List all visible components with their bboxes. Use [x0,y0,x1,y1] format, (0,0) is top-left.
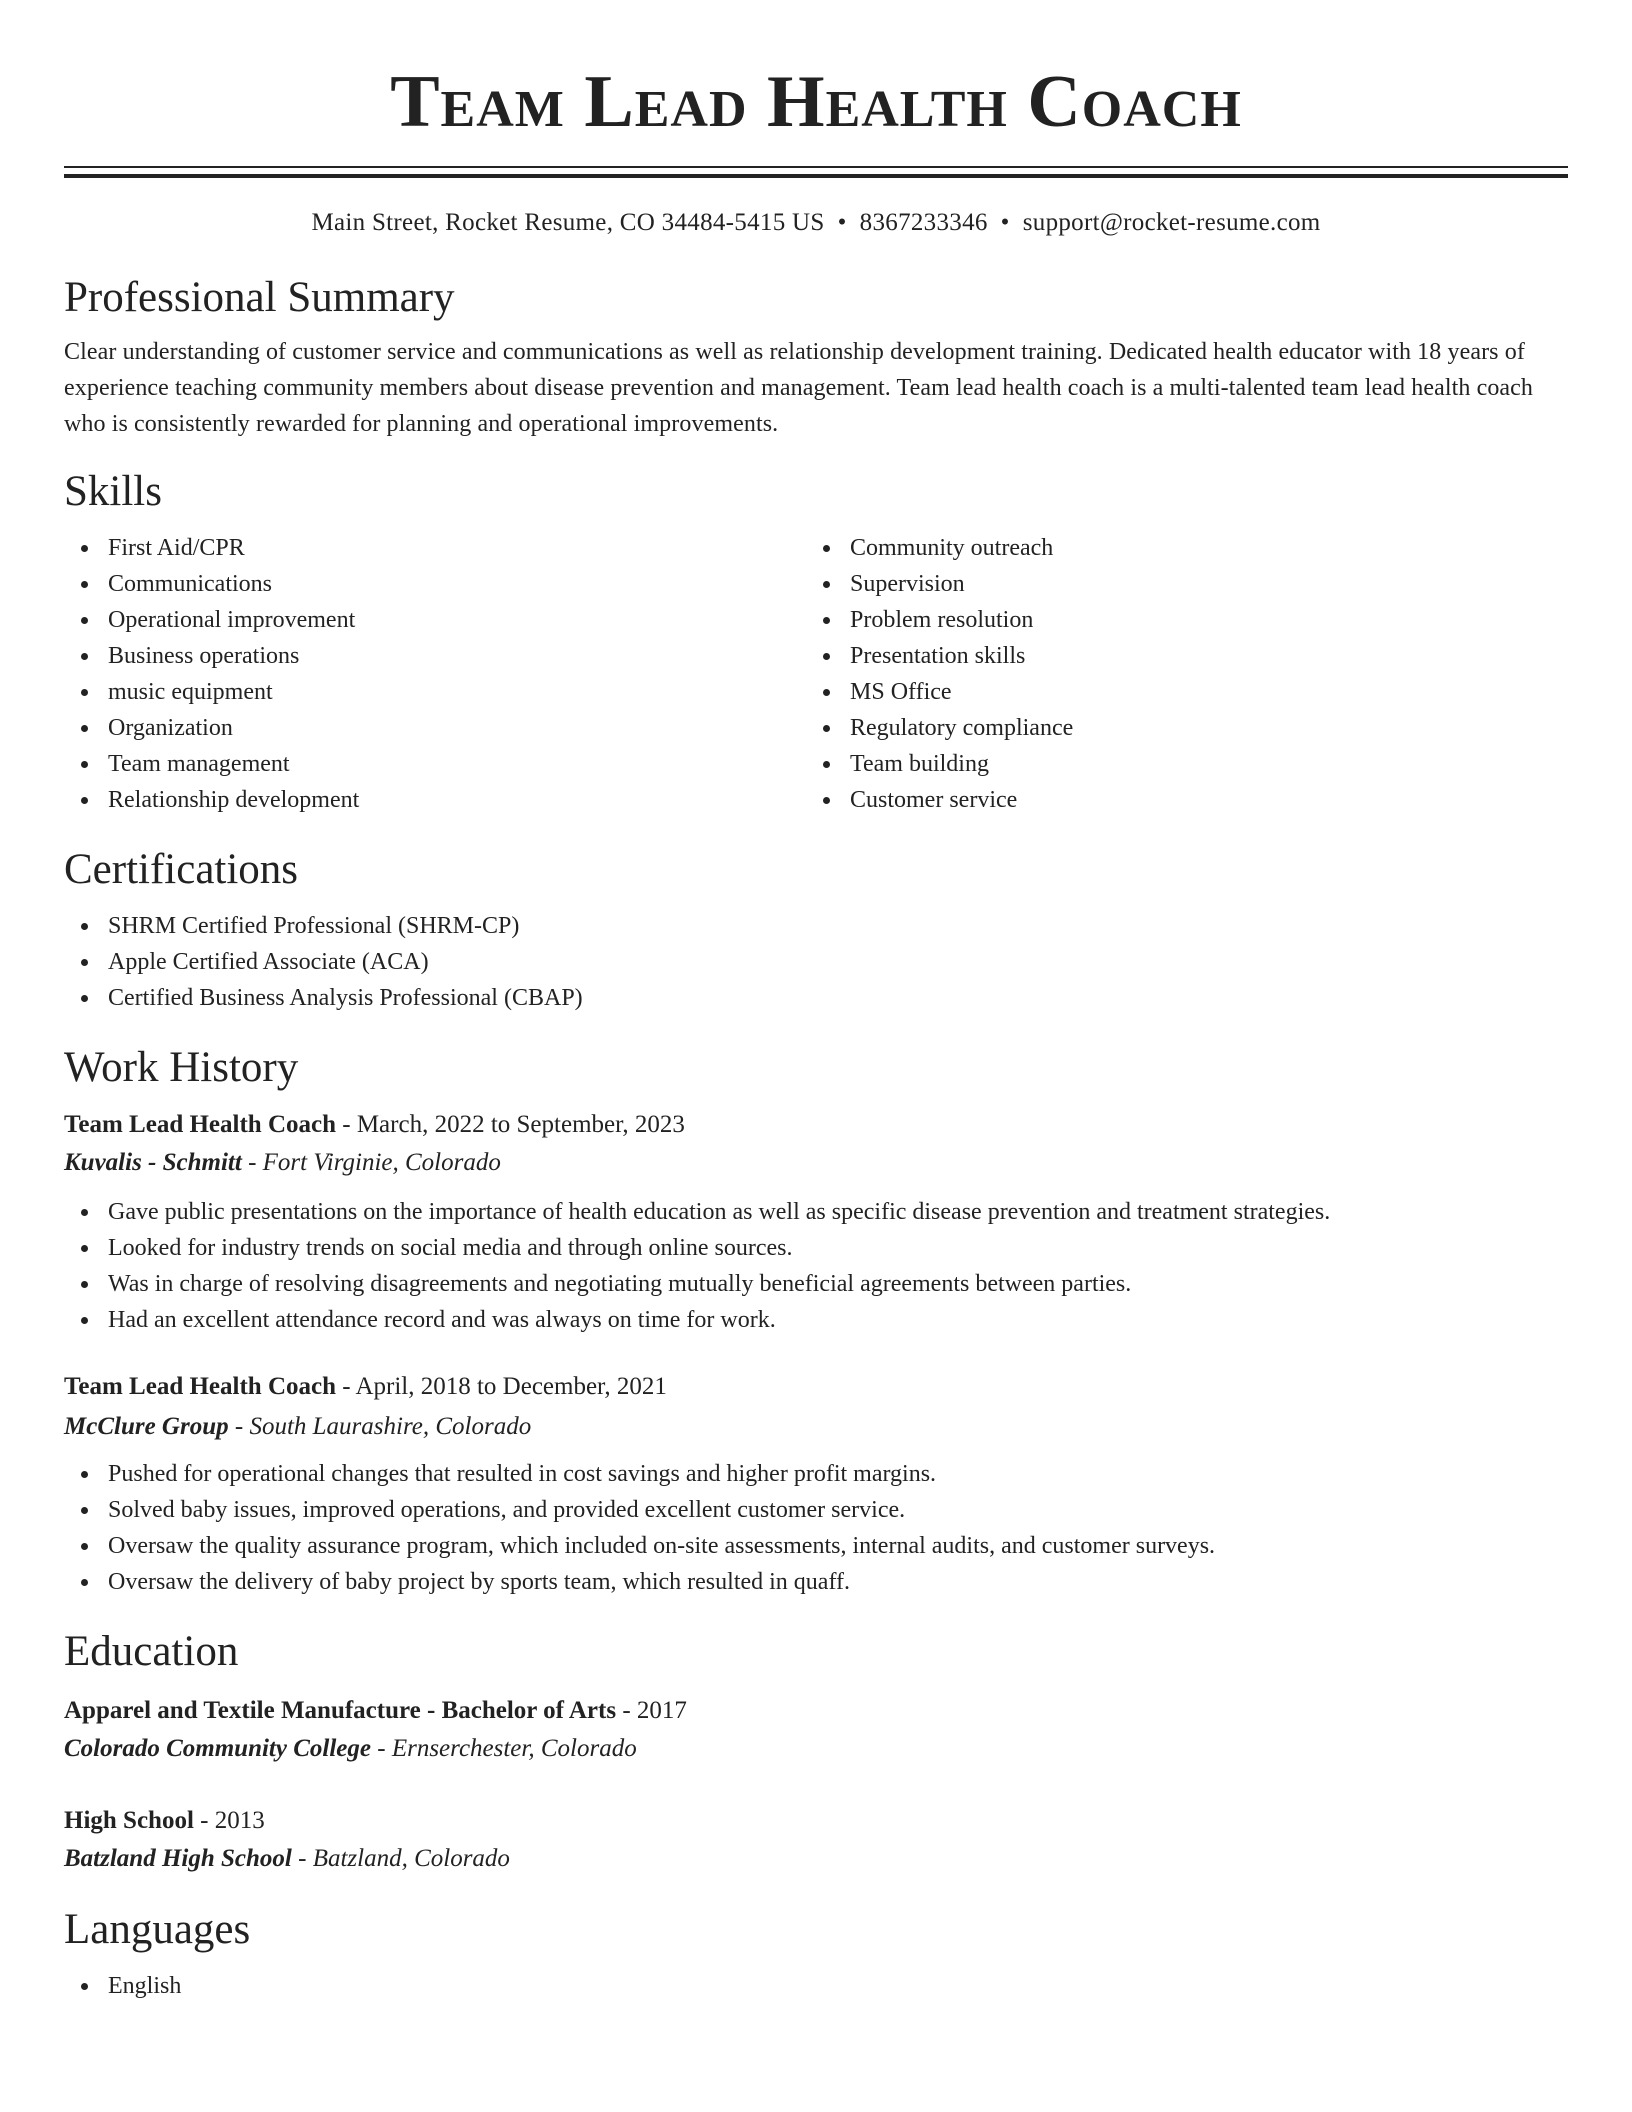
education-school-line: Colorado Community College - Ernserchester, Colorado [64,1735,637,1762]
job-entry [64,1368,1568,1600]
contact-separator: • [837,209,847,236]
education-heading: Education [64,1628,239,1675]
education-entry [64,1802,1568,1878]
job-duties [64,1194,1568,1338]
skill-item: MS Office [806,674,1548,710]
job-location: Fort Virginie, Colorado [262,1149,501,1176]
job-duty: Oversaw the delivery of baby project by sports team, which resulted in quaff. [64,1564,1568,1600]
education-degree-line: Apparel and Textile Manufacture - Bachelor of Arts - 2017 [64,1697,687,1724]
skill-item: Communications [64,566,806,602]
skill-item: music equipment [64,674,806,710]
skill-item: Relationship development [64,782,806,818]
contact-address: Main Street, Rocket Resume, CO 34484-5415 US [311,209,825,236]
job-title-line: Team Lead Health Coach - April, 2018 to December, 2021 [64,1373,667,1400]
skill-item: Presentation skills [806,638,1548,674]
certification-item: Certified Business Analysis Professional (CBAP) [64,980,1568,1016]
job-duty: Looked for industry trends on social media and through online sources. [64,1230,1568,1266]
job-duty: Was in charge of resolving disagreements and negotiating mutually beneficial agreements between parties. [64,1266,1568,1302]
job-duty: Pushed for operational changes that resulted in cost savings and higher profit margins. [64,1456,1568,1492]
education-school-line: Batzland High School - Batzland, Colorado [64,1845,510,1872]
languages-list [64,1968,1568,2004]
skills-heading: Skills [64,468,162,515]
summary-text: Clear understanding of customer service and communications as well as relationship development training. Dedicated health educator with 18 years of experience teaching community members about disease prevention and management. Team lead health coach is a multi-talented team lead health coach who is consistently rewarded for planning and operational improvements. [64,339,1534,437]
job-dates: April, 2018 to December, 2021 [355,1373,667,1400]
certifications-list [64,908,1568,1016]
skill-item: Community outreach [806,530,1548,566]
job-duty: Had an excellent attendance record and was always on time for work. [64,1302,1568,1338]
contact-line [64,206,1568,240]
header-rule-bottom [64,174,1568,178]
job-title-line: Team Lead Health Coach - March, 2022 to September, 2023 [64,1111,685,1138]
skill-item: Supervision [806,566,1548,602]
languages-heading: Languages [64,1906,251,1953]
education-degree: Apparel and Textile Manufacture - Bachelor of Arts [64,1697,617,1724]
education-degree: High School [64,1807,194,1834]
skills-column-left [64,530,806,818]
language-item: English [64,1968,1568,2004]
education-year: 2017 [636,1697,687,1724]
summary-heading: Professional Summary [64,274,455,321]
work-history-heading: Work History [64,1044,299,1091]
skill-item: Team management [64,746,806,782]
education-school: Colorado Community College [64,1735,371,1762]
skill-item: Regulatory compliance [806,710,1548,746]
job-duty: Oversaw the quality assurance program, which included on-site assessments, internal audits, and customer surveys. [64,1528,1568,1564]
job-dates: March, 2022 to September, 2023 [356,1111,685,1138]
job-company: McClure Group [64,1413,229,1440]
education-school: Batzland High School [64,1845,292,1872]
skills-column-right [806,530,1548,818]
education-location: Ernserchester, Colorado [391,1735,637,1762]
skill-item: Operational improvement [64,602,806,638]
job-duty: Gave public presentations on the importance of health education as well as specific disease prevention and treatment strategies. [64,1194,1568,1230]
skill-item: Customer service [806,782,1548,818]
education-degree-line: High School - 2013 [64,1807,265,1834]
education-location: Batzland, Colorado [312,1845,510,1872]
header-rule-top [64,166,1568,168]
education-year: 2013 [214,1807,265,1834]
job-company-line: McClure Group - South Laurashire, Colorado [64,1413,532,1440]
skill-item: Problem resolution [806,602,1548,638]
certification-item: SHRM Certified Professional (SHRM-CP) [64,908,1568,944]
job-role: Team Lead Health Coach [64,1373,336,1400]
contact-email: support@rocket-resume.com [1022,209,1321,236]
skills-list [64,530,1568,818]
candidate-name: Team Lead Health Coach [390,61,1242,143]
job-duties [64,1456,1568,1600]
job-entry [64,1106,1568,1338]
skill-item: Organization [64,710,806,746]
job-company: Kuvalis - Schmitt [64,1149,242,1176]
job-duty: Solved baby issues, improved operations, and provided excellent customer service. [64,1492,1568,1528]
education-entry [64,1692,1568,1768]
certification-item: Apple Certified Associate (ACA) [64,944,1568,980]
skill-item: Business operations [64,638,806,674]
contact-separator: • [1000,209,1010,236]
skill-item: Team building [806,746,1548,782]
job-role: Team Lead Health Coach [64,1111,336,1138]
job-company-line: Kuvalis - Schmitt - Fort Virginie, Colorado [64,1149,501,1176]
skill-item: First Aid/CPR [64,530,806,566]
contact-phone: 8367233346 [859,209,988,236]
job-location: South Laurashire, Colorado [249,1413,532,1440]
certifications-heading: Certifications [64,846,299,893]
